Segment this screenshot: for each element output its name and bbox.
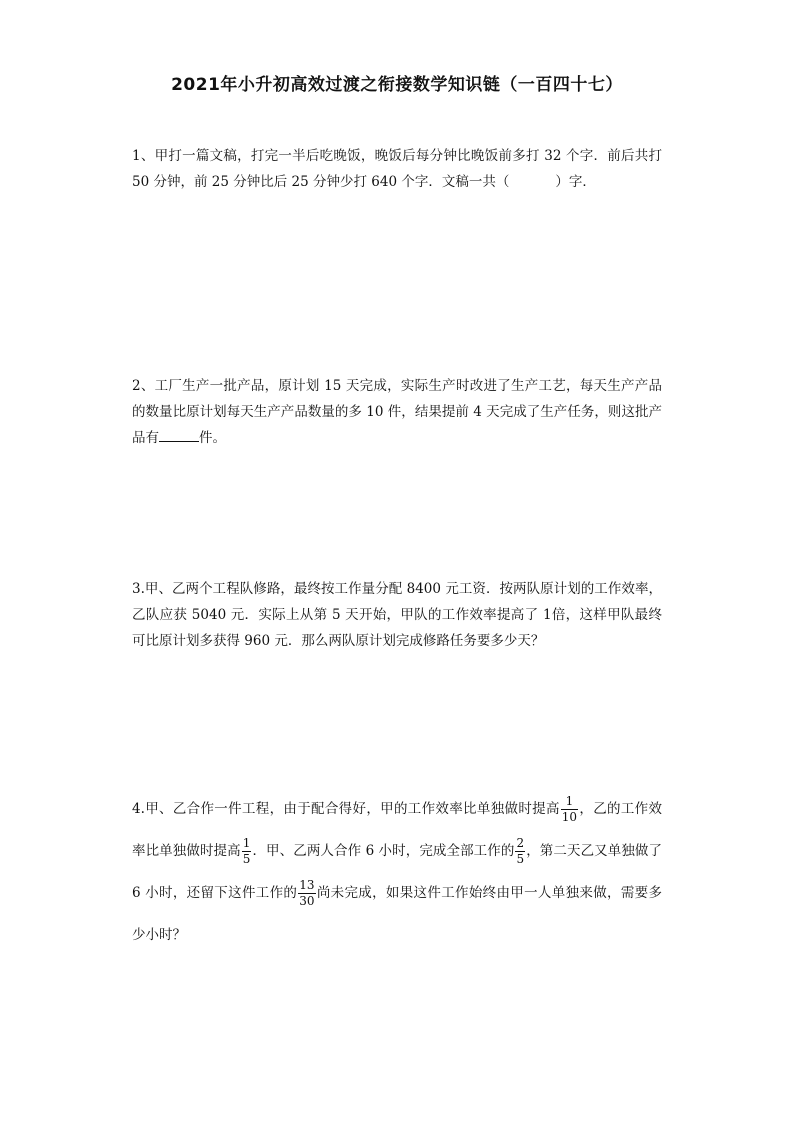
- question-4-text-part: 4.甲、乙合作一件工程，由于配合得好，甲的工作效率比单独做时提高: [132, 801, 560, 817]
- question-3-text: 3.甲、乙两个工程队修路，最终按工作量分配 8400 元工资．按两队原计划的工作效率，乙队应获 5040 元．实际上从第 5 天开始，甲队的工作效率提高了 1倍，这样甲队最终可比原计划多获得 960 元．那么两队原计划完成修路任务要多少天？: [132, 581, 662, 649]
- fraction-denominator: 30: [299, 894, 315, 908]
- fraction-numerator: 1: [242, 836, 251, 850]
- question-4-text-part: 尚未完成，如果这件工作始终由甲一人单独来做，需要多少小时？: [132, 885, 662, 943]
- question-1: [132, 143, 662, 195]
- fraction: [242, 836, 252, 867]
- question-2-text-end: 件。: [199, 430, 226, 446]
- question-4: [132, 788, 662, 956]
- fraction-denominator: 10: [561, 810, 578, 824]
- question-3: [132, 576, 662, 654]
- fraction-denominator: 5: [516, 852, 525, 866]
- question-1-text: 1、甲打一篇文稿，打完一半后吃晚饭，晚饭后每分钟比晚饭前多打 32 个字．前后共打 50 分钟，前 25 分钟比后 25 分钟少打 640 个字．文稿一共（: [132, 148, 662, 190]
- question-4-text-part: ，乙的工作效率比单独做时提高: [132, 801, 662, 859]
- question-2: [132, 373, 662, 451]
- fraction-numerator: 1: [561, 794, 578, 810]
- page-title: 2021年小升初高效过渡之衔接数学知识链（一百四十七）: [171, 75, 623, 95]
- fraction: [298, 878, 315, 909]
- question-4-text-part: ．甲、乙两人合作 6 小时，完成全部工作的: [252, 843, 515, 859]
- fraction-numerator: 13: [299, 878, 315, 892]
- fraction-denominator: 5: [242, 852, 251, 866]
- fraction-numerator: 2: [516, 836, 525, 850]
- question-1-text-end: ）字．: [555, 174, 596, 190]
- fraction: [515, 836, 525, 867]
- question-4-text-part: ，第二天乙又单独做了 6 小时，还留下这件工作的: [132, 843, 663, 901]
- fraction: [561, 794, 578, 825]
- answer-blank: [159, 427, 199, 442]
- question-2-text: 2、工厂生产一批产品，原计划 15 天完成，实际生产时改进了生产工艺，每天生产产品的数量比原计划每天生产产品数量的多 10 件，结果提前 4 天完成了生产任务，则这批产品有: [132, 378, 662, 446]
